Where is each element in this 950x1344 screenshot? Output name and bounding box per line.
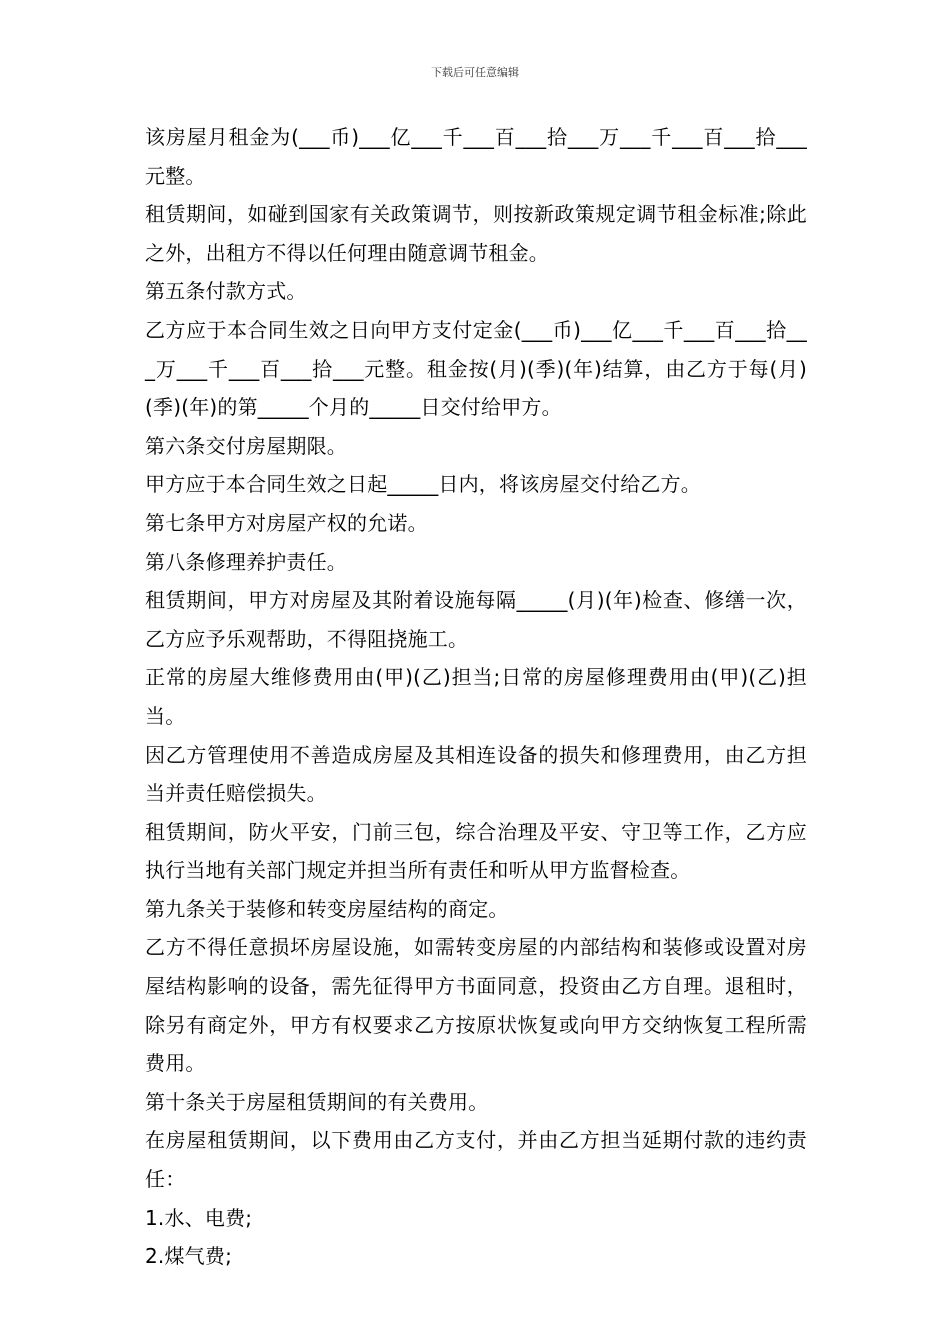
article-8-heading: 第八条修理养护责任。 bbox=[145, 549, 347, 574]
paragraph-repair-costs: 正常的房屋大维修费用由(甲)(乙)担当;日常的房屋修理费用由(甲)(乙)担当。 bbox=[145, 665, 807, 728]
paragraph-monthly-rent: 该房屋月租金为(___币)___亿___千___百___拾___万___千___百___拾___元整。 bbox=[145, 125, 807, 188]
paragraph-payment-terms: 乙方应于本合同生效之日向甲方支付定金(___币)___亿___千___百___拾___万___千___百___拾___元整。租金按(月)(季)(年)结算，由乙方于每(月)(季)(年)的第_____个月的_____日交付给甲方。 bbox=[145, 317, 807, 420]
list-item-gas: 2.煤气费; bbox=[145, 1244, 233, 1269]
paragraph-rent-adjustment: 租赁期间，如碰到国家有关政策调节，则按新政策规定调节租金标准;除此之外，出租方不得以任何理由随意调节租金。 bbox=[145, 202, 807, 265]
paragraph-delivery-deadline: 甲方应于本合同生效之日起_____日内，将该房屋交付给乙方。 bbox=[145, 472, 701, 497]
paragraph-safety-duties: 租赁期间，防火平安，门前三包，综合治理及平安、守卫等工作，乙方应执行当地有关部门规定并担当所有责任和听从甲方监督检查。 bbox=[145, 819, 807, 883]
page-header: 下载后可任意编辑 bbox=[431, 66, 519, 79]
article-7-heading: 第七条甲方对房屋产权的允诺。 bbox=[145, 510, 428, 535]
paragraph-renovation: 乙方不得任意损坏房屋设施，如需转变房屋的内部结构和装修或设置对房屋结构影响的设备，需先征得甲方书面同意，投资由乙方自理。退租时，除另有商定外，甲方有权要求乙方按原状恢复或向甲方交纳恢复工程所需费用。 bbox=[145, 935, 807, 1076]
list-item-utilities: 1.水、电费; bbox=[145, 1205, 253, 1230]
article-10-heading: 第十条关于房屋租赁期间的有关费用。 bbox=[145, 1089, 489, 1114]
paragraph-damage-liability: 因乙方管理使用不善造成房屋及其相连设备的损失和修理费用，由乙方担当并责任赔偿损失。 bbox=[145, 742, 807, 806]
article-5-heading: 第五条付款方式。 bbox=[145, 279, 307, 304]
article-9-heading: 第九条关于装修和转变房屋结构的商定。 bbox=[145, 896, 509, 921]
paragraph-fees-intro: 在房屋租赁期间，以下费用由乙方支付，并由乙方担当延期付款的违约责任： bbox=[145, 1128, 807, 1192]
article-6-heading: 第六条交付房屋期限。 bbox=[145, 433, 347, 458]
document-body bbox=[145, 118, 807, 1276]
paragraph-inspection: 租赁期间，甲方对房屋及其附着设施每隔_____(月)(年)检查、修缮一次，乙方应予乐观帮助，不得阻挠施工。 bbox=[145, 588, 807, 651]
